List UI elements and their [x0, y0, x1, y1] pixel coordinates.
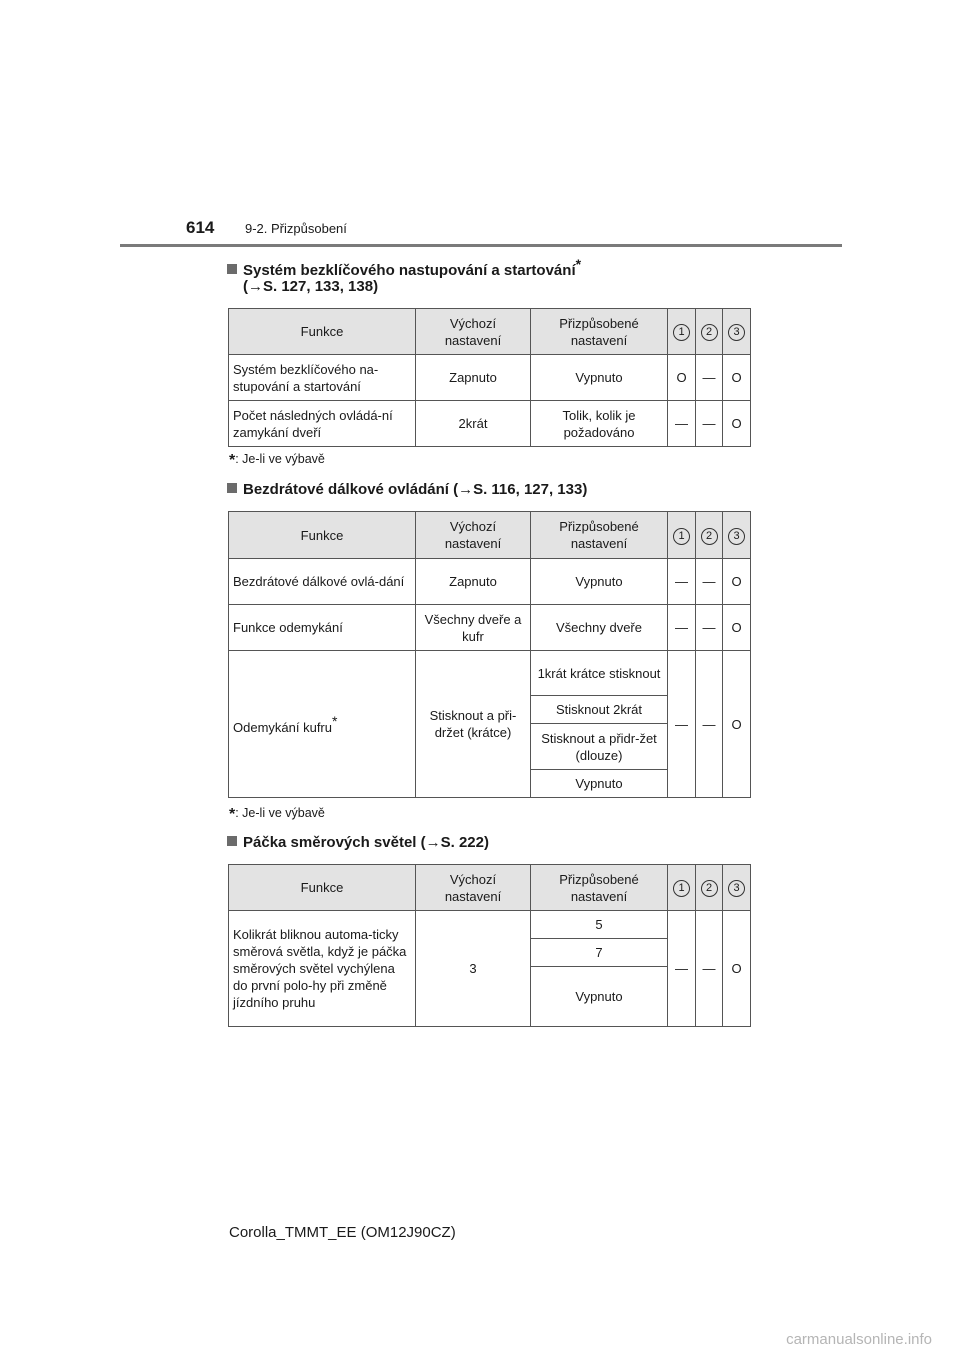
- col-3: 3: [723, 865, 751, 911]
- header-divider: [120, 244, 842, 247]
- cell-function: Bezdrátové dálkové ovlá-dání: [229, 559, 416, 605]
- page-number: 614: [186, 218, 215, 237]
- cell-c2: —: [696, 559, 723, 605]
- col-2: 2: [696, 309, 723, 355]
- cell-custom: Stisknout 2krát: [531, 696, 668, 724]
- cell-custom: 1krát krátce stisknout: [531, 651, 668, 696]
- cell-c3: O: [723, 911, 751, 1027]
- cell-default: Zapnuto: [416, 559, 531, 605]
- cell-custom: Všechny dveře: [531, 605, 668, 651]
- col-function: Funkce: [229, 309, 416, 355]
- table-row: [229, 911, 751, 939]
- cell-c2: —: [696, 911, 723, 1027]
- cell-default: 3: [416, 911, 531, 1027]
- col-default: Výchozí nastavení: [416, 309, 531, 355]
- cell-default: 2krát: [416, 401, 531, 447]
- footer-doc-id: Corolla_TMMT_EE (OM12J90CZ): [229, 1224, 456, 1241]
- section-title-turn-signal: Páčka směrových světel (→S. 222): [227, 834, 489, 851]
- cell-c1: —: [668, 401, 696, 447]
- table-row: [229, 401, 751, 447]
- cell-c3: O: [723, 651, 751, 798]
- col-default: Výchozí nastavení: [416, 865, 531, 911]
- footnote-remote: *: Je-li ve výbavě: [229, 806, 325, 823]
- section-title-keyless: Systém bezklíčového nastupování a startování*: [227, 256, 581, 279]
- cell-custom: Vypnuto: [531, 355, 668, 401]
- square-bullet-icon: [227, 483, 237, 493]
- cell-c2: —: [696, 401, 723, 447]
- cell-function: Odemykání kufru*: [229, 651, 416, 798]
- cell-c3: O: [723, 401, 751, 447]
- footnote-marker: *: [332, 712, 338, 729]
- col-1: 1: [668, 512, 696, 559]
- cell-default: Všechny dveře a kufr: [416, 605, 531, 651]
- footnote-marker: *: [575, 256, 582, 272]
- table-remote: [228, 511, 751, 798]
- table-row: [229, 605, 751, 651]
- cell-custom: Tolik, kolik je požadováno: [531, 401, 668, 447]
- table-header-row: [229, 512, 751, 559]
- cell-c1: —: [668, 559, 696, 605]
- cell-function: Počet následných ovládá-ní zamykání dveří: [229, 401, 416, 447]
- col-custom: Přizpůsobené nastavení: [531, 309, 668, 355]
- square-bullet-icon: [227, 836, 237, 846]
- cell-c1: —: [668, 605, 696, 651]
- section-ref-keyless: (→S. 127, 133, 138): [243, 278, 379, 295]
- col-function: Funkce: [229, 865, 416, 911]
- cell-custom: Vypnuto: [531, 770, 668, 798]
- section-title-remote: Bezdrátové dálkové ovládání (→S. 116, 127, 133): [227, 481, 587, 498]
- cell-c2: —: [696, 651, 723, 798]
- table-row: [229, 355, 751, 401]
- cell-function: Funkce odemykání: [229, 605, 416, 651]
- cell-c2: —: [696, 355, 723, 401]
- cell-c1: O: [668, 355, 696, 401]
- cell-function: Systém bezklíčového na-stupování a startování: [229, 355, 416, 401]
- cell-c2: —: [696, 605, 723, 651]
- table-row: [229, 559, 751, 605]
- col-3: 3: [723, 512, 751, 559]
- cell-custom: Vypnuto: [531, 967, 668, 1027]
- square-bullet-icon: [227, 264, 237, 274]
- cell-custom: 5: [531, 911, 668, 939]
- table-turn-signal: [228, 864, 751, 1027]
- cell-default: Stisknout a při-držet (krátce): [416, 651, 531, 798]
- cell-c1: —: [668, 911, 696, 1027]
- table-header-row: [229, 865, 751, 911]
- cell-custom: Vypnuto: [531, 559, 668, 605]
- table-header-row: [229, 309, 751, 355]
- cell-c3: O: [723, 355, 751, 401]
- col-1: 1: [668, 865, 696, 911]
- chapter-title: 9-2. Přizpůsobení: [245, 221, 347, 236]
- col-function: Funkce: [229, 512, 416, 559]
- col-2: 2: [696, 512, 723, 559]
- col-2: 2: [696, 865, 723, 911]
- cell-default: Zapnuto: [416, 355, 531, 401]
- col-default: Výchozí nastavení: [416, 512, 531, 559]
- col-custom: Přizpůsobené nastavení: [531, 512, 668, 559]
- table-keyless: [228, 308, 751, 447]
- cell-c3: O: [723, 605, 751, 651]
- cell-function: Kolikrát bliknou automa-ticky směrová světla, když je páčka směrových světel vychýlena do první polo-hy při změně jízdního pruhu: [229, 911, 416, 1027]
- cell-custom: Stisknout a přidr-žet (dlouze): [531, 724, 668, 770]
- watermark: carmanualsonline.info: [786, 1331, 932, 1348]
- col-1: 1: [668, 309, 696, 355]
- cell-c3: O: [723, 559, 751, 605]
- col-custom: Přizpůsobené nastavení: [531, 865, 668, 911]
- cell-c1: —: [668, 651, 696, 798]
- cell-custom: 7: [531, 939, 668, 967]
- table-row: [229, 651, 751, 696]
- footnote-keyless: *: Je-li ve výbavě: [229, 452, 325, 469]
- col-3: 3: [723, 309, 751, 355]
